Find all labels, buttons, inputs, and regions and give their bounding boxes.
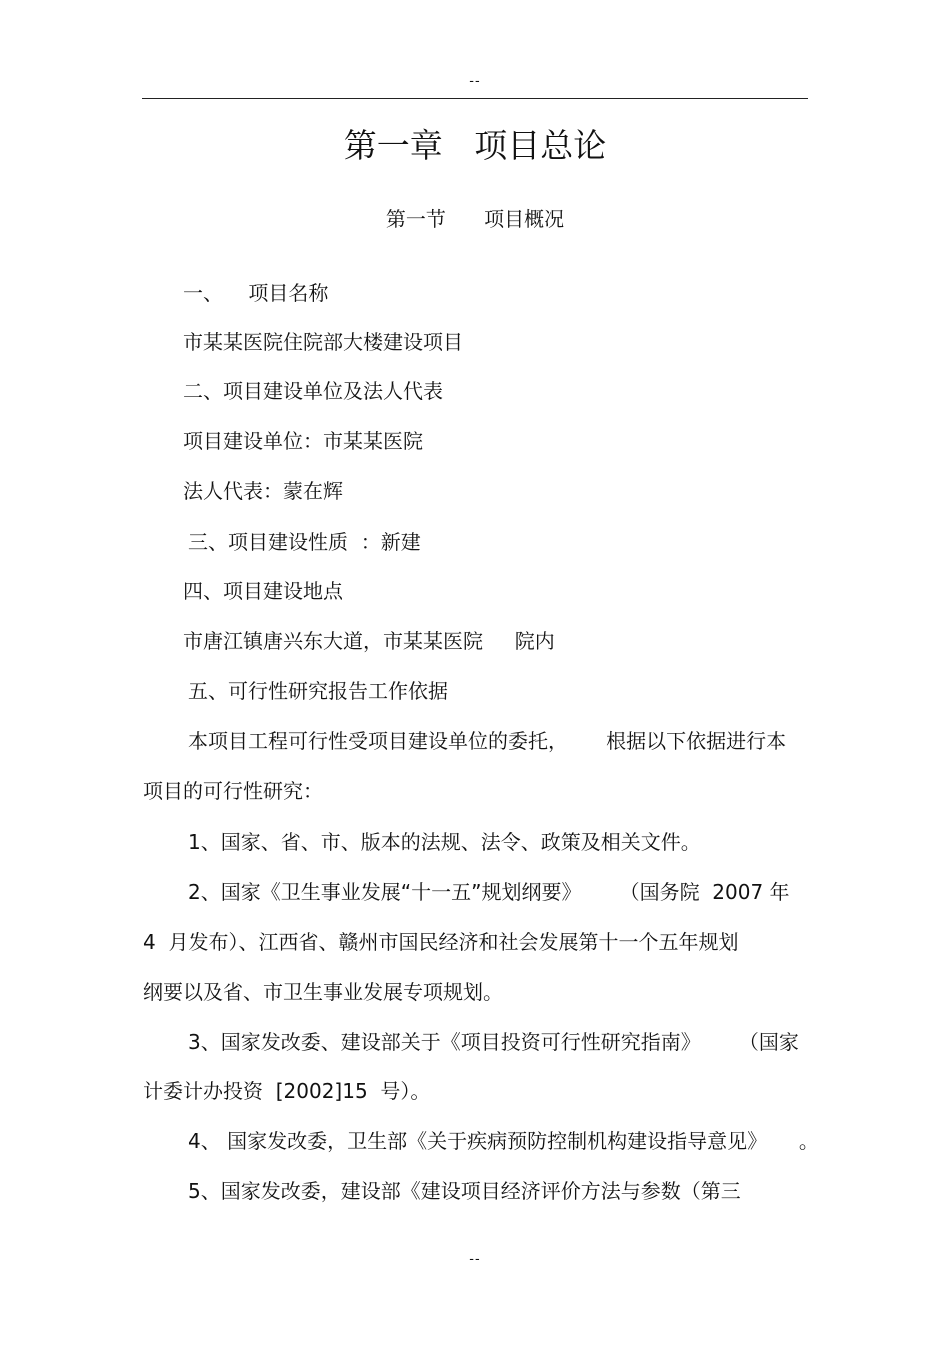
list-item-5-line-1: 5、国家发改委，建设部《建设项目经济评价方法与参数（第三 <box>188 1179 741 1203</box>
list-item-2-line-1: 2、国家《卫生事业发展“十一五”规划纲要》 （国务院 2007 年 <box>188 880 790 904</box>
project-name-text: 市某某医院住院部大楼建设项目 <box>183 330 463 354</box>
list-item-2-line-3: 纲要以及省、市卫生事业发展专项规划。 <box>143 980 503 1004</box>
heading-location: 四、项目建设地点 <box>183 579 343 603</box>
basis-paragraph-line-2: 项目的可行性研究： <box>143 779 323 803</box>
chapter-title: 第一章 项目总论 <box>343 126 607 165</box>
heading-project-name: 一、 项目名称 <box>183 281 329 305</box>
list-item-2-line-2: 4 月发布）、江西省、赣州市国民经济和社会发展第十一个五年规划 <box>143 930 739 954</box>
list-item-1: 1、国家、省、市、版本的法规、法令、政策及相关文件。 <box>188 830 701 854</box>
page-header-mark: -- <box>469 74 481 89</box>
heading-unit-and-rep: 二、项目建设单位及法人代表 <box>183 379 443 403</box>
location-text: 市唐江镇唐兴东大道，市某某医院 院内 <box>183 629 555 653</box>
basis-paragraph-line-1: 本项目工程可行性受项目建设单位的委托， 根据以下依据进行本 <box>188 729 787 753</box>
list-item-3-line-2: 计委计办投资 [2002]15 号）。 <box>143 1079 431 1103</box>
construction-unit-text: 项目建设单位：市某某医院 <box>183 429 423 453</box>
section-title: 第一节 项目概况 <box>385 207 565 231</box>
list-item-3-line-1: 3、国家发改委、建设部关于《项目投资可行性研究指南》 （国家 <box>188 1030 799 1054</box>
heading-nature: 三、项目建设性质 ：新建 <box>188 530 421 554</box>
heading-basis: 五、可行性研究报告工作依据 <box>188 679 448 703</box>
header-rule <box>142 98 808 99</box>
list-item-4: 4、 国家发改委，卫生部《关于疾病预防控制机构建设指导意见》 。 <box>188 1129 819 1153</box>
page-footer-mark: -- <box>469 1252 481 1267</box>
legal-rep-text: 法人代表：蒙在辉 <box>183 479 343 503</box>
